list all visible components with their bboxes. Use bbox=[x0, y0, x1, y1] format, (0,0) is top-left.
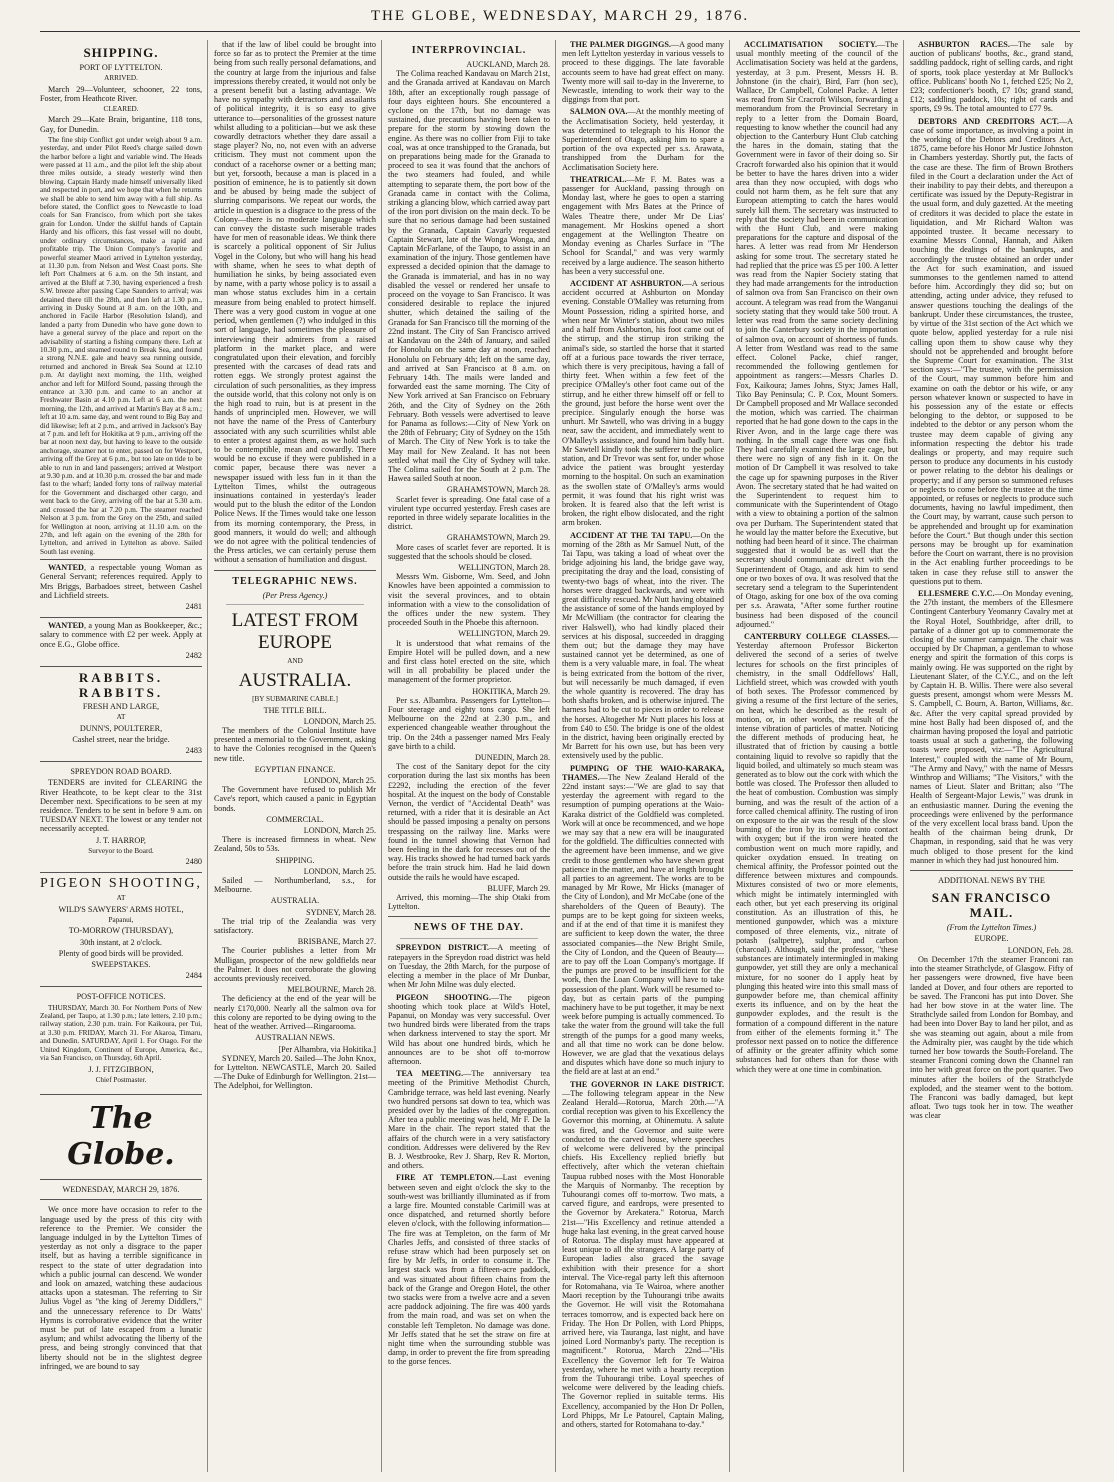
sf-text: On December 17th the steamer Franconi ran into the steamer Strathclyde, of Glasgow. Fifty of her passengers were drowned, five have been landed at Dover, and four others are reported to be saved. The Franconi has put into Dover. She had her bow stove in at the water line. The Strathclyde sailed from London for Bombay, and had been into Dover Bay to land her pilot, and as she was steaming out again, about a mile from the Admiralty pier, was caught by the tide which turned her bow towards the South-Foreland. The steamer Franconi coming down the Channel ran into her with great force on the port quarter. Two minutes after the boilers of the Strathclyde exploded, and the steamer went to the bottom. The Franconi was badly damaged, but kept afloat. Two tugs took her in tow. The weather was clear bbox=[910, 954, 1073, 1121]
shipping-port: PORT OF LYTTELTON. bbox=[79, 63, 163, 72]
news-item-text: —The anniversary tea meeting of the Primitive Methodist Church, Cambridge terrace, was held last evening. Nearly two hundred persons sat down to tea, which was presided over by the ladies of the congregation. After tea a public meeting was held, Mr F. De la Mare in the chair. The report stated that the affairs of the church were in a very satisfactory condition. Addresses were delivered by the Rev B. J. Westbrooke, Rev J. Sharp, Rev R. Morton, and others. bbox=[388, 1069, 550, 1171]
leader-part-1: We once more have occasion to refer to the language used by the press of this city with reference to the Premier. We consider the language indulged in by the Lyttelton Times of yesterday as not only a disgrace to the paper itself, but as having a terrible significance in respect to the state of utter degradation into which a public journal can descend. We wonder and look on amazed, watching these audacious attacks upon a statesman. The referring to Sir Julius Vogel as "the king of Jeremy Diddlers," and the unnecessary reference to Dr Watts' Hymns is corroborative evidence that the writer must be put of late escaped from a lunatic asylum; and whilst advocating the liberty of the press, and being strongly convinced that that liberty should not be in the slightest degree infringed, we are bound to say bbox=[40, 1205, 202, 1371]
column-6-items bbox=[910, 40, 1073, 865]
news-item-text: —A case of some importance, as involving a point in the working of the Debtors and Creditors Act, 1875, came before his Honor Mr Justice Johnston in Chambers yesterday. Shortly put, the facts of the case are these. The firm of Brown Brothers filed in the Court a declaration under the Act of their inability to pay their debts, and thereupon a certificate was issued by the Deputy-Registrar in the usual form, and duly gazetted. At the meeting of creditors it was decided to place the estate in liquidation, and Mr Richard Walton was appointed trustee. It became necessary to examine Messrs Connal, Hannah, and Aiken touching the dealings of the bankrupts, and accordingly the trustee obtained an order under the Act for such examination, and issued summonses to the gentlemen named to attend before him. Accordingly they did so; but on attending, acting under advice, they refused to answer questions touching the dealings of the bankrupt. Under these circumstances, the trustee, by virtue of the 31st section of the Act which we quote below, applied yesterday for a rule nisi calling upon them to show cause why they should not be apprehended and brought before the Supreme Court for examination. The 31st section says:—"The trustee, with the permission of the Court, may summon before him and examine on oath the debtor or his wife, or any person whatever known or suspected to have in his possession any of the estate or effects belonging to the debtor, or supposed to be indebted to the debtor or any person whom the trustee may deem capable of giving any information respecting the debtor his trade dealings or property, and may require such person to produce any documents in his custody or power relating to the debtor his dealings or property; and if any person so summoned refuses or neglects to come before the trustee at the time appointed, or refuses or neglects to produce such documents, having no lawful impediment, then the Court may, by warrant, cause such person to be apprehended and brought up for examination before the Court." But though under this section persons may be brought up for examination before the Court on warrant, there is no provision in the Act enabling further proceedings to be taken in case they refuse still to answer the questions put to them. bbox=[910, 116, 1073, 586]
telegraphic-item-heading: EGYPTIAN FINANCE. bbox=[254, 764, 336, 774]
telegraphic-dateline: BRISBANE, March 27. bbox=[297, 937, 376, 947]
telegraphic-dateline: LONDON, March 25. bbox=[303, 826, 376, 836]
interprovincial-text: The Colima reached Kandavau on March 21st, and the Granada arrived at Kandavau on March 18th, after an exceptionally rough passage of four days eighteen hours. She encountered a cyclone on the 17th, but no damage was sustained, due precautions having been taken to prepare for the storm by stowing down the engine. As there was no collier from Fiji to take coal, was at once transhipped to the Granada, but on preparations being made for the Granada to proceed to sea it was found that the anchors of the two steamers had fouled, and while attempting to separate them, the port bow of the Granada came in contact with the Colima, striking a glancing blow, which carried away part of the iron port division on the main deck. To be sure that no serious damage had been sustained by the Granada, Captain Cavarly requested Captain Stewart, late of the Wonga Wonga, and Captain McFarlane, of the Taupo, to assist in an examination of the injury. Those gentlemen have expressed a decided opinion that the damage to the Granada is immaterial, and has in no way disabled the vessel or rendered her unsafe to proceed on the voyage to San Francisco. It was considered desirable to replace the injured shutter, which detained the sailing of the Granada for San Francisco till the morning of the 22nd instant. The City of San Francisco arrived at Kandavau on the 24th of January, and sailed for Honolulu on the same day at noon, reached Honolulu on February 4th; left on the same day, and arrived at San Francisco at 8 a.m. on February 14th. The mails were landed and forwarded east the same morning. The City of New York arrived at San Francisco on February 26th, and the City of Sydney on the 26th February. Both vessels were advertised to leave for Panama as follows:—City of New York on the 28th of February; City of Sydney on the 15th of March. The City of New York is to take the May mail for New Zealand. It has not been settled what mail the City of Sydney will take. The Colima sailed for the South at 2 p.m. The Hawea sailed South at noon. bbox=[388, 69, 550, 484]
pigeon-ad bbox=[40, 872, 202, 983]
interprovincial-dateline: WELLINGTON, March 29. bbox=[458, 629, 550, 639]
interprovincial-text: Per s.s. Albambra. Passengers for Lyttelton—Four steerage and eighty tons cargo. She left Melbourne on the 22nd at 2.30 p.m., and experienced changeable weather throughout the trip. On the 24th a passenger named Mrs Fealy gave birth to a child. bbox=[388, 695, 550, 751]
interprovincial-text: Scarlet fever is spreading. One fatal case of a virulent type occurred yesterday. Fresh cases are reported in three widely separate localities in the district. bbox=[388, 494, 550, 532]
pigeon-when: TO-MORROW (THURSDAY), bbox=[68, 926, 174, 936]
telegraphic-text: The deficiency at the end of the year will be nearly £170,000. Nearly all the salmon ova for this colony are reported to be dying owing to the heat of the weather. Arrived—Ringarooma. bbox=[214, 994, 376, 1032]
telegraphic-text: SYDNEY, March 20. Sailed—The John Knox, for Lyttelton. NEWCASTLE, March 20. Sailed—The Duke of Edinburgh for Wellington. 21st—The Adelphoi, for Wellington. bbox=[214, 1053, 376, 1091]
telegraphic-dateline: LONDON, March 25. bbox=[303, 716, 376, 726]
interprovincial-dateline: GRAHAMSTOWN, March 28. bbox=[446, 485, 550, 495]
news-item bbox=[562, 531, 724, 761]
news-item bbox=[736, 40, 898, 629]
sf-heading-2: SAN FRANCISCO MAIL. bbox=[931, 890, 1052, 921]
arrived-label: ARRIVED. bbox=[104, 74, 138, 83]
interprovincial-text: Arrived, this morning—The ship Otaki from Lyttelton. bbox=[388, 893, 550, 912]
pigeon-hotel: WILD'S SAWYERS' ARMS HOTEL, bbox=[58, 904, 184, 914]
shipping-heading: SHIPPING. bbox=[83, 45, 159, 60]
spreydon-num: 2480 bbox=[185, 857, 202, 867]
spreydon-sig: J. T. HARROP, bbox=[96, 835, 146, 845]
news-item bbox=[910, 589, 1073, 865]
pigeon-at: AT bbox=[116, 894, 126, 903]
telegraphic-dateline: MELBOURNE, March 28. bbox=[287, 985, 376, 995]
interprovincial-text: More cases of scarlet fever are reported. It is suggested that the schools should be closed. bbox=[388, 542, 550, 561]
column-5 bbox=[736, 40, 904, 1472]
interprovincial-text: Messrs Wm. Gisborne, Wm. Seed, and John Knowles have been appointed a commission to visit the several provinces, and to obtain information with a view to the consolidation of the offices under the new system. They proceeded South in the Phoebe this afternoon. bbox=[388, 572, 550, 628]
post-text: THURSDAY, March 30. For Northern Ports of New Zealand, per Taupo, at 1.30 p.m.; late letters, 2.10 p.m.; railway station, 2.30 p.m. train. For Kaikoura, per Tui, at 3.30 p.m. FRIDAY, March 31. For Akaroa, Timaru, and Dunedin. SATURDAY, April 1. For Otago. For the United Kingdom, Continent of Europe, America, &c., via San Francisco, on Thursday, 6th April. bbox=[40, 1003, 202, 1063]
news-item bbox=[910, 117, 1073, 586]
news-item bbox=[562, 279, 724, 527]
news-item-text: —The usual monthly meeting of the council of the Acclimatisation Society was held at the gardens, yesterday, at 3 p.m. Present, Messrs H. B. Johnstone (in the chair), Bird, Farr (hon sec), Wallace, Dr Campbell, Colonel Packe. A letter was read from Sir Cracroft Wilson, forwarding a memorandum from the Provincial Secretary in reply to a letter from the Domain Board, requesting to know whether the council had any objection to the Canterbury Hunt Club catching the hares in the domain, stating that the Government were in favor of their doing so. Sir Cracroft forwarded also his opinion that it would be better to have the hares driven into a wider area than they now occupied, with dogs who could not harm them, as he felt sure that any European attempting to catch the hares would surely kill them. The secretary was instructed to reply that the society had been in communication with the Hunt Club, and were making preparations for the capture and disposal of the hares. A letter was read from Mr Henderson asking for some trout. The secretary stated he had replied that the price was £5 per 100. A letter was read from the Napier Society stating that they had made arrangements for the introduction of salmon ova from San Francisco on their own account. A telegram was read from the Wanganui society stating that they would take 500 trout. A letter was read from the same society declining to join the Canterbury society in the importation of salmon ova, on account of shortness of funds. A letter from Westland was read to the same effect. Colonel Packe, chief ranger, recommended the following gentlemen for appointment as rangers:—Messrs Charles D. Fox, Kaikoura; James Johns, Styx; James Hall, Tiko Bay Peninsula; C. P. Cox, Mount Somers. Dr Campbell proposed and Mr Wallace seconded the motion, which was carried. The chairman reported that he had gone down to the caps in the River Avon, and in the large cage there was nothing. In the small cage there was one fish. They had carefully examined the large cage, but there were no sign of any fish in it. On the motion of Dr Campbell it was resolved to take the cage up for spawning purposes in the River Avon. The secretary stated that he had waited on the Superintendent to request him to communicate with the Superintendent of Otago with a view to obtaining a portion of the salmon ova per Durham. The Superintendent stated that he would lay the matter before the Executive, but nothing had been heard of it since. The chairman suggested that it would be as well that the secretary should communicate direct with the Superintendent of Otago, and ask him to send one or two boxes of ova. It was resolved that the secretary send a telegram to the Superintendent of Otago, asking for one box of the ova coming per s.s. Arawata, "After some further routine business had been disposed of the council adjourned." bbox=[736, 40, 898, 629]
telegraphic-agency: (Per Press Agency.) bbox=[262, 590, 328, 600]
column-1 bbox=[40, 40, 208, 1472]
spreydon-text: TENDERS are invited for CLEARING the River Heathcote, to be kept clear to the 31st December next. Specifications to be seen at my residence. Tenders to be sent in before 9 a.m. on TUESDAY NEXT. The lowest or any tender not necessarily accepted. bbox=[40, 778, 202, 834]
telegraphic-dateline: LONDON, March 25. bbox=[303, 866, 376, 876]
telegraphic-text: Sailed — Northumberland, s.s., for Melbourne. bbox=[214, 876, 376, 895]
news-item-text: —A meeting of ratepayers in the Spreydon road district was held on Tuesday, the 28th March, for the purpose of electing a member in the place of Mr Dunbar, when Mr John Milne was duly elected. bbox=[388, 943, 550, 990]
globe-logo: The Globe. bbox=[67, 1101, 175, 1173]
interprovincial-items bbox=[388, 60, 550, 911]
news-item-tag: THE PALMER DIGGINGS. bbox=[570, 40, 671, 49]
news-item-tag: TEA MEETING. bbox=[396, 1069, 464, 1079]
by-cable: [BY SUBMARINE CABLE.] bbox=[252, 695, 338, 704]
news-item-tag: THE GOVERNOR IN LAKE DISTRICT. bbox=[570, 1079, 724, 1089]
cleared-entry: March 29—Kate Brain, brigantine, 118 tons, Gay, for Dunedin. bbox=[40, 115, 202, 134]
post-sig-role: Chief Postmaster. bbox=[95, 1075, 147, 1084]
news-item bbox=[562, 107, 724, 171]
interprovincial-text: The cost of the Sanitary depot for the city corporation during the last six months has been £2292, including the erection of the fever hospital. At the inquest on the body of Constable Vernon, the verdict of "Accidental Death" was returned, with a rider that it is desirable an Act should be passed imposing a penalty on persons trespassing on the railway line. Marks were found in the tunnel showing that Vernon had been feeling in the dark for recesses out of the way. His tracks showed he had turned back yards before the train struck him. Had he laid down outside the rails he would have escaped. bbox=[388, 762, 550, 882]
sf-heading-1: ADDITIONAL NEWS BY THE bbox=[938, 876, 1045, 886]
news-item-tag: SALMON OVA. bbox=[570, 107, 628, 117]
column-3 bbox=[388, 40, 556, 1472]
news-item-text: —Mr F. M. Bates was a passenger for Auckland, passing through on Monday last, where he goes to open a starring engagement with Mrs Bates at the Prince of Wales Theatre there, under Mr De Lias' management. Mr Hoskins opened a short engagement at the Wellington Theatre on Monday evening as Charles Surface in "The School for Scandal," and was very warmly received by a large audience. The season hitherto has been a very successful one. bbox=[562, 174, 724, 276]
latest-australia: AUSTRALIA. bbox=[238, 670, 352, 692]
telegraphic-heading: TELEGRAPHIC NEWS. bbox=[232, 575, 358, 587]
news-item bbox=[736, 632, 898, 1074]
masthead: THE GLOBE, WEDNESDAY, MARCH 29, 1876. bbox=[40, 8, 1080, 32]
telegraphic-dateline: [Per Alhambra, via Hokitika.] bbox=[278, 1044, 376, 1054]
news-item-text: —The New Zealand Herald of the 22nd instant says:—"We are glad to say that yesterday the agreement with regard to the resumption of pumping operations at the Waio-Karaka district of the Goldfield was completed. Work will at once be recommenced, and we hope we may say that a new era will be inaugurated for the goldfield. The difficulties connected with the agreement have been immense, and we give credit to those gentlemen who have shewn great patience in the matter, and have at length brought all parties to an agreement. The works are to be managed by Mr Rowe, Mr Hicks (manager of the City of London), and Mr McCabe (one of the shareholders of the Queen of Beauty). The pumps are to be kept going for sixteen weeks, and if at the end of that time it is manifest they are sufficient to keep down the water, the three associated companies—the New Bright Smile, the City of London, and the Queen of Beauty—are to pay off the Loan Company's mortgage. If the pumps are proved to be insufficient for the work, then the Loan Company will have to take possession of the plant. Work will be resumed to-day, but as certain parts of the pumping machinery have to be put together, it may be next week before pumping is actually commenced. To take the water from the ground will take the full strength of the pumps for a good many weeks, and all that time no work can be done below. However, we are glad that the vexatious delays and disputes which have done so much injury to the field are at last at an end." bbox=[562, 772, 725, 1077]
telegraphic-item-heading: AUSTRALIAN NEWS. bbox=[255, 1033, 335, 1043]
wanted-2-num: 2482 bbox=[185, 650, 202, 660]
news-item-text: —The pigeon shooting which took place at Wild's Hotel, Papanui, on Monday was very successful. Over two hundred birds were liberated from the traps when darkness intervened to stay the sport. Mr Wild has about one hundred birds, which he announces are to be shot off to-morrow afternoon. bbox=[388, 992, 551, 1066]
wanted-2-title: WANTED bbox=[48, 621, 84, 631]
pigeon-place: Papanui, bbox=[108, 916, 134, 925]
news-item-tag: CANTERBURY COLLEGE CLASSES. bbox=[744, 632, 890, 641]
leader-part-2: that if the law of libel could be brought into force so far as to protect the Premier at the time being from such really personal defamations, and the country at large from the injurious and false impressions thereby created, it would not only be a present benefit but a lasting advantage. We have no sympathy with detractors and assailants of political integrity, it is so easy to give utterance to—personalities of the grossest nature whilst alluding to a politician—but we ask these cowardly detractors whether they dare assail a stage player? No, no, not even with an adverse criticism. They must not comment upon the conduct of a racehorse owner or a betting man; but yet, forsooth, because a man is placed in a position of eminence, he is to patiently sit down and be abused by being made the subject of slurring comparisons. We repeat our words, the article in question is a disgrace to the press of the Colony—there is no moderate language which can convey the distaste such miserable trades have for men of reasonable ideas. We think there is scarcely a political opponent of Sir Julius Vogel in the Colony, but who will hang his head with shame, when he sees to what depth of humiliation he sinks, by being associated even by name, with a party whose policy is to assail a man whose status excludes him in a certain measure from being enabled to protect himself. There was a very good custom in vogue at one period, when gentlemen (?) who indulged in this sort of language, had sometimes the pleasure of interviewing their admirers from a raised platform in the market place, and were congratulated upon their elevation, and forcibly presented with the carcases of dead rats and rotten eggs. We strongly protest against the circulation of such personalities, as they impress the outside world, that this colony not only is on the high road to ruin, but is at present in the hands of unprincipled men. However, we will not have the name of the Press of Canterbury associated with any such scurrilities whilst able to enter a protest against them, as we hold such to be contemptible, mean and cowardly. There would be no excuse if they were published in a comic paper, because there was never a newspaper issued with less fun in it than the Lyttelton Times, whilst the outrageous insinuations contained in yesterday's leader would put to the blush the editor of the London Police News. If the Times would take one lesson from its morning contemporary, the Press, in good manners, it would do well; and although we do not agree with the political tendencies of the Press articles, we can certainly peruse them without a sensation of humiliation and disgust. bbox=[214, 40, 376, 565]
news-item-tag: THEATRICAL. bbox=[570, 174, 627, 184]
post-sig: J. J. FITZGIBBON, bbox=[88, 1064, 154, 1074]
cleared-label: CLEARED. bbox=[103, 105, 139, 114]
post-office-ad bbox=[40, 986, 202, 1089]
telegraphic-text: The Government have refused to publish Mr Cave's report, which caused a panic in Egyptian bonds. bbox=[214, 785, 376, 813]
telegraphic-dateline: LONDON, March 25. bbox=[303, 776, 376, 786]
globe-dateline: WEDNESDAY, MARCH 29, 1876. bbox=[62, 1185, 180, 1195]
wanted-1-text: , a respectable young Woman as General Servant; references required. Apply to Mrs Briggs, Barbadoes street, between Cashel and Lichfield streets. bbox=[40, 563, 202, 600]
news-item-text: —At the monthly meeting of the Acclimatisation Society, held yesterday, it was determined to telegraph to his Honor the Superintendent of Otago, asking him to spare a portion of the ova expected per s.s. Arawata, transhipped from the Durham for the Acclimatisation Society here. bbox=[562, 107, 724, 172]
news-item bbox=[910, 40, 1073, 114]
arrived-entry: March 29—Volunteer, schooner, 22 tons, Foster, from Heathcote River. bbox=[40, 84, 202, 103]
telegraphic-item-heading: THE TITLE BILL. bbox=[263, 705, 327, 715]
telegraphic-item-heading: AUSTRALIA. bbox=[270, 896, 320, 906]
column-2 bbox=[214, 40, 382, 1472]
wanted-ad-2 bbox=[40, 617, 202, 663]
interprovincial-dateline: DUNEDIN, March 28. bbox=[474, 753, 550, 763]
pigeon-note: Plenty of good birds will be provided. bbox=[58, 948, 184, 958]
shipping-report: The fine ship Conflict got under weigh about 9 a.m. yesterday, and under Pilot Reed's charge sailed down the harbor before a light and variable wind. The Heads were passed at 11 a.m., and the pilot left the ship about three miles outside, a steady westerly wind then blowing. Captain Hardy made himself universally liked and respected in port, and we hope that when he returns we shall be able to send him away with a full ship. As before stated, the Conflict goes to Newcastle to load coals for San Francisco, from which port she takes grain for London. Under the skilful hands of Captain Hardy and his officers, this fast vessel will no doubt, under ordinary circumstances, make a rapid and profitable trip. The Union Company's favorite and powerful steamer Maori arrived in Lyttelton yesterday, at 11.30 p.m. from Nelson and West Coast ports. She left Port Chalmers at 6 a.m. on the 5th instant, and arrived at the Bluff at 7.30, having experienced a fresh S.W. breeze after passing Cape Saunders to arrival; was detained there till the 28th, and then left at 1.30 p.m., arriving in Dusky Sound at 8 a.m. on the 10th, and anchored in Facile Harbor (Resolution Island), and landed a party from Dunedin who have gone down to have a general survey of the place and report on the advisability of starting a fishing company there. Left at 10.30 p.m., and steamed round to Break Sea, and found a strong N.N.E. gale and heavy sea running outside, returned and anchored in Break Sea Sound at 12.10 p.m. At daylight next morning, the 11th, weighed anchor and left for Milford Sound, passing through the entrance at 3.30 p.m. and came to an anchor at Freshwater Basin at 4.10 p.m. Left at 6 a.m. the next morning, the 12th, and arrived at Martin's Bay at 8 a.m.; left at 10 a.m. same day, and went round to Big Bay and did likewise; left at 2 p.m., and arrived in Jackson's Bay at 7 p.m. and left for Hokitika at 9 p.m., arriving off the bar at noon next day, but having to leave to the outside anchorage, steamer not to enter, passed on for Westport, arriving off the Grey at 6 p.m., but too late on tide to be able to run in and land passengers; arrived at Westport at 9.30 p.m. and at 10.30 p.m. crossed the bar and made fast to the wharf; landed forty tons of railway material for the Government and discharged other cargo, and went back to the Grey, arriving off the bar at 5.30 a.m. and crossed the bar at 7.20 p.m. The steamer reached Nelson at 3 p.m. from the Grey on the 25th, and sailed for Wellington at noon, arriving at 11.10 a.m. on the 27th, and left again on the evening of the 28th for Lyttelton, and arrived in Lyttelton as above. Sailed South last evening. bbox=[40, 135, 202, 556]
news-item-tag: FIRE AT TEMPLETON. bbox=[396, 1173, 495, 1183]
rabbits-title: RABBITS. RABBITS. bbox=[78, 669, 164, 700]
interprovincial-dateline: HOKITIKA, March 29. bbox=[472, 686, 550, 696]
post-title: POST-OFFICE NOTICES. bbox=[76, 992, 166, 1002]
wanted-2-text: , a young Man as Bookkeeper, &c.; salary to commence with £2 per week. Apply at once E.G., Globe office. bbox=[40, 621, 202, 649]
news-item-tag: ELLESMERE C.Y.C. bbox=[918, 588, 995, 598]
wanted-1-num: 2481 bbox=[185, 601, 202, 611]
spreydon-sig-role: Surveyor to the Board. bbox=[88, 846, 154, 855]
interprovincial-heading: INTERPROVINCIAL. bbox=[411, 45, 527, 56]
news-item-text: —On the morning of the 28th as Mr Samuel Nutt, of the Tai Tapu, was taking a load of wheat over the bridge adjoining his land, the bridge gave way, precipitating the dray and the load, consisting of twenty-two bags of wheat, into the river. The horses were dragged backwards, and were with great difficulty rescued. Mr Nutt having obtained the assistance of some of the hands employed by Mr McWilliam (the contractor for clearing the river Halswell), who had kindly placed their services at his disposal, succeeded in dragging them out; but the damage they may have sustained cannot yet be determined, as one of them is a very valuable mare, in foal. The wheat is being extricated from the bottom of the river, but will necessarily be much damaged, if even the whole quantity is recovered. The dray has both shafts broken, and is otherwise injured. The harness had to be cut to pieces in order to release the horses. Altogether Mr Nutt places his loss at from £40 to £50. The bridge is one of the oldest in the district, having been originally erected by Mr Barrett for his own use, but has been very extensively used by the public. bbox=[562, 530, 724, 761]
pigeon-sweep: SWEEPSTAKES. bbox=[91, 960, 151, 970]
news-item bbox=[562, 40, 724, 104]
sf-europe: EUROPE. bbox=[974, 934, 1009, 944]
spreydon-ad bbox=[40, 761, 202, 869]
rabbits-num: 2483 bbox=[185, 745, 202, 755]
news-heading: NEWS OF THE DAY. bbox=[414, 922, 524, 934]
telegraphic-item-heading: COMMERCIAL. bbox=[266, 814, 324, 824]
telegraphic-item-heading: SHIPPING. bbox=[275, 855, 315, 865]
news-item-text: —On Monday evening, the 27th instant, the members of the Ellesmere Contingent Canterbury Yeomanry Cavalry met at the Royal Hotel, Southbridge, after drill, to partake of a dinner got up to commemorate the closing of the summer campaign. The chair was occupied by Dr Chapman, a gentleman to whose energy and spirit the formation of this corps is mainly owing. He was supported on the right by Lieutenant Slater, of the C.Y.C., and on the left by Captain H. B. Willis. There were also several guests present, amongst whom were Messrs M. S. Campbell, C. Bourn, A. Barton, Williams, &c. &c. After the very capital spread provided by mine host Bally had been disposed of, and the chairman having proposed the loyal and patriotic toasts usual at such a gathering, the following toasts were proposed, viz:—"The Agricultural Interest," coupled with the name of Mr Bourn, "The Army and Navy," with the name of Messrs Winthrop and Williams; "The Visitors," with the names of Lieut. Slater and Brittan; also "The Health of Sergeant-Major Lewis," was drunk in an enthusiastic manner. During the evening the proceedings were enlivened by the performance of the very excellent local brass band. Upon the health of the chairman being drunk, Dr Chapman, in responding, said that he was very much obliged to those present for the kind manner in which they had just honoured him. bbox=[910, 588, 1073, 865]
interprovincial-dateline: GRAHAMSTOWN, March 29. bbox=[446, 533, 550, 543]
news-item bbox=[388, 1173, 550, 1366]
interprovincial-dateline: AUCKLAND, March 28. bbox=[466, 60, 550, 69]
pigeon-num: 2484 bbox=[185, 971, 202, 981]
telegraphic-items bbox=[214, 706, 376, 1091]
news-items bbox=[388, 943, 550, 1366]
news-item-text: —The sale by auction of publicans' booths, &c., grand stand, saddling paddock, right of selling cards, and right of sports, took place yesterday at Mr Bullock's office. Publicans' booth No 1, fetched £25; No 2, £23; confectioner's booth, £7 10s; grand stand, £12; saddling paddock, 10s; right of cards and sports, £9 9s. The total amounted to £77 9s. bbox=[910, 40, 1073, 114]
news-item-tag: PIGEON SHOOTING. bbox=[396, 992, 491, 1002]
pigeon-time: 30th instant, at 2 o'clock. bbox=[80, 937, 162, 947]
rabbits-line: FRESH AND LARGE, bbox=[82, 701, 160, 711]
telegraphic-dateline: SYDNEY, March 28. bbox=[306, 907, 376, 917]
rabbits-addr: Cashel street, near the bridge. bbox=[72, 734, 170, 744]
news-item bbox=[562, 1080, 724, 1430]
news-item-tag: SPREYDON DISTRICT. bbox=[396, 943, 490, 953]
latest-from-europe: LATEST FROM EUROPE bbox=[231, 609, 359, 653]
sf-sub: (From the Lyttelton Times.) bbox=[946, 923, 1037, 933]
telegraphic-text: The members of the Colonial Institute have presented a memorial to the Government, asking to have the Colonies recognised in the Queen's new title. bbox=[214, 726, 376, 763]
news-item-tag: ASHBURTON RACES. bbox=[918, 40, 1010, 49]
news-item-tag: ACCIDENT AT ASHBURTON. bbox=[570, 279, 684, 289]
rabbits-at: AT bbox=[116, 713, 126, 722]
rabbits-shop: DUNN'S, POULTERER, bbox=[79, 723, 163, 733]
news-item-text: —A serious accident occurred at Ashburton on Monday evening. Constable O'Malley was returning from Mount Possession, riding a spirited horse, and when near Mr Winter's station, about two miles and a half from Ashburton, his foot came out of the stirrup, and the stirrup iron striking the animal's side, so startled the horse that it started off at a furious pace towards the river terrace, which there is very precipitous, having a fall of thirty feet. When within a few feet of the precipice O'Malley's other foot came out of the stirrup, and he either threw himself off or fell to the ground, just before the horse went over the precipice. Singularly enough the horse was unhurt. Mr Sawtell, who was driving in a buggy near, saw the accident, and immediately went to O'Malley's assistance, and found him badly hurt. Mr Sawtell kindly took the sufferer to the police station, and Dr Trevor was sent for, under whose advice the patient was brought yesterday morning to the hospital. On such an examination as the swollen state of O'Malley's arms would permit, it was found that his right wrist was broken. It is feared also that the left wrist is broken, the right elbow dislocated, and the right arm broken. bbox=[562, 279, 724, 528]
news-item bbox=[388, 1069, 550, 1170]
news-item bbox=[562, 764, 724, 1077]
wanted-ad-1 bbox=[40, 559, 202, 614]
sf-dateline: LONDON, Feb. 28. bbox=[1007, 945, 1073, 955]
wanted-1-title: WANTED bbox=[48, 563, 84, 573]
news-item-text: —Last evening between seven and eight o'clock the sky to the south-west was brilliantly illuminated as if from a large fire. Mounted constable Carimill was at once dispatched, and returned shortly before eleven o'clock, with the following information—The fire was at Templeton, on the farm of Mr Charles Jeffs, and consisted of three stacks of refuse straw which had been purposely set on fire by Mr Jeffs, in order to consume it. The largest stack was from a fifteen-acre paddock, and was situated about fifteen chains from the back of the Grange and Oregon Hotel, the other two stacks were from a twelve acre and a seven acre paddock adjoining. The fire was 400 yards from the main road, and was set on when the constable left Templeton. No damage was done. Mr Jeffs stated that he set the straw on fire at night time when the surrounding stubble was damp, in order to prevent the fire from spreading to the gorse fences. bbox=[388, 1173, 551, 1367]
news-item-text: —Yesterday afternoon Professor Bickerton delivered the second of a series of twelve lectures for schools on the first principles of chemistry, in the small Oddfellows' Hall, Lichfield street, which was crowded with youth of both sexes. The Professor commenced by giving a resume of the first lecture of the series, on heat, which he described as the result of motion, or, in other words, the result of the intense vibration of particles of matter. Noticing the different methods of producing heat, he illustrated that of friction by causing a bottle containing liquid to revolve so rapidly that the liquid boiled, and ultimately so much steam was generated as to blow out the cork with which the bottle was closed. The Professor then alluded to the heat of combustion. Combustion was simply burning, and was the result of the action of a force called chemical affinity. The rusting of iron on exposure to the air was the result of the slow burning of the iron by its coming into contact with oxygen; but if the iron were heated the combustion went on much more rapidly, and quicker oxydation ensued. In treating on chemical affinity, the Professor pointed out the difference between mixtures and compounds. Mixtures consisted of two or more elements, which might be intimately intermingled with each other, but yet each preserving its original constitution. As an illustration of this, he mentioned gunpowder, which was a mixture composed of three elements, viz., nitrate of potash (saltpetre), sulphur, and carbon (charcoal). Although, said the professor, "these substances are intimately intermingled in making gunpowder, yet still they are only a mechanical mixture, for no sooner do I apply heat by plunging this heated wire into this small mass of gunpowder before me, than chemical affinity exerts its influence, and on by the heat the gunpowder explodes, and the result is the formation of a compound different in the nature from either of the elements forming it." The professor next passed on to notice the difference of affinity or the greater affinity which some substances had for others than for those with which they were at one time in combination. bbox=[736, 632, 898, 1074]
spreydon-title: SPREYDON ROAD BOARD. bbox=[70, 767, 172, 777]
column-4 bbox=[562, 40, 730, 1472]
newspaper-page bbox=[40, 40, 1080, 1472]
news-item bbox=[388, 993, 550, 1067]
interprovincial-dateline: BLUFF, March 29. bbox=[487, 883, 550, 893]
news-item-tag: PUMPING OF THE WAIO-KARAKA, THAMES. bbox=[562, 763, 724, 782]
news-item-tag: ACCIDENT AT THE TAI TAPU. bbox=[570, 530, 693, 540]
interprovincial-dateline: WELLINGTON, March 28. bbox=[458, 562, 550, 572]
rabbits-ad bbox=[40, 666, 202, 758]
news-item-tag: ACCLIMATISATION SOCIETY. bbox=[744, 40, 878, 49]
column-5-items bbox=[736, 40, 898, 1074]
news-item bbox=[562, 175, 724, 276]
telegraphic-text: There is increased firmness in wheat. New Zealand, 50s to 53s. bbox=[214, 835, 376, 854]
news-item-text: —The following telegram appear in the New Zealand Herald—Rotorua, March 20th.—"A cordial reception was given to his Excellency the Governor this morning, at Ohinemutu. A salute was fired, and the Governor and suite were conducted to the carved house, where speeches of welcome were delivered by the principal chiefs. His Excellency replied briefly but effectively, after which the veteran chieftain Taupua rubbed noses with the Most Honorable the Marquis of Normanby. The reception by Tuhourangi comes off to-morrow. Two mats, a carved figure, and eardrops, were presented to the Governor by Arekatera." Rotorua, March 21st—"His Excellency and retinue attended a huge haka last evening, in the great carved house of Rotorua. The display must have appeared at least unique to all the strangers. A large party of European ladies also graced the savage exhibition with their presence for a short interval. The Vice-regal party left this afternoon for Rotomahana, via Te Wairoa, where another Maori reception by the Tuhourangi tribe awaits the Governor. He will visit the Rotomahana terraces tomorrow, and is expected back here on Friday. The Hon Dr Pollen, with Lord Phipps, arrived here, via Tauranga, last night, and have joined Lord Normanby's party. The reception is magnificent." Rotorua, March 22nd—"His Excellency the Governor left for Te Wairoa yesterday, where he met with a hearty reception from the Tuhourangi tribe. Loyal speeches of welcome were delivered by the leading chiefs. The Governor replied in suitable terms. His Excellency, accompanied by the Hon Dr Pollen, Lord Phipps, Mr Le Patourel, Captain Maling, and others, started for Rotomahana to-day." bbox=[562, 1088, 724, 1430]
pigeon-title: PIGEON SHOOTING, bbox=[40, 876, 202, 892]
news-item-text: —A good many men left Lyttelton yesterday in various vessels to proceed to these diggings. The late favorable accounts seem to have had great effect on many. Twenty more will sail to-day in the Invererne, to Newcastle, intending to work their way to the diggings from that port. bbox=[562, 40, 724, 105]
column-6 bbox=[910, 40, 1078, 1472]
column-4-items bbox=[562, 40, 724, 1429]
telegraphic-text: The Courier publishes a letter from Mr Mulligan, prospector of the new goldfields near the Palmer. It does not corroborate the glowing accounts previously received. bbox=[214, 946, 376, 984]
interprovincial-text: It is understood that what remains of the Empire Hotel will be pulled down, and a new and first class hotel erected on the site, which will in all probability be placed under the management of the former proprietor. bbox=[388, 638, 550, 685]
telegraphic-text: The trial trip of the Zealandia was very satisfactory. bbox=[214, 916, 376, 936]
news-item bbox=[388, 943, 550, 989]
news-item-tag: DEBTORS AND CREDITORS ACT. bbox=[918, 116, 1059, 126]
latest-and: AND bbox=[287, 656, 303, 665]
